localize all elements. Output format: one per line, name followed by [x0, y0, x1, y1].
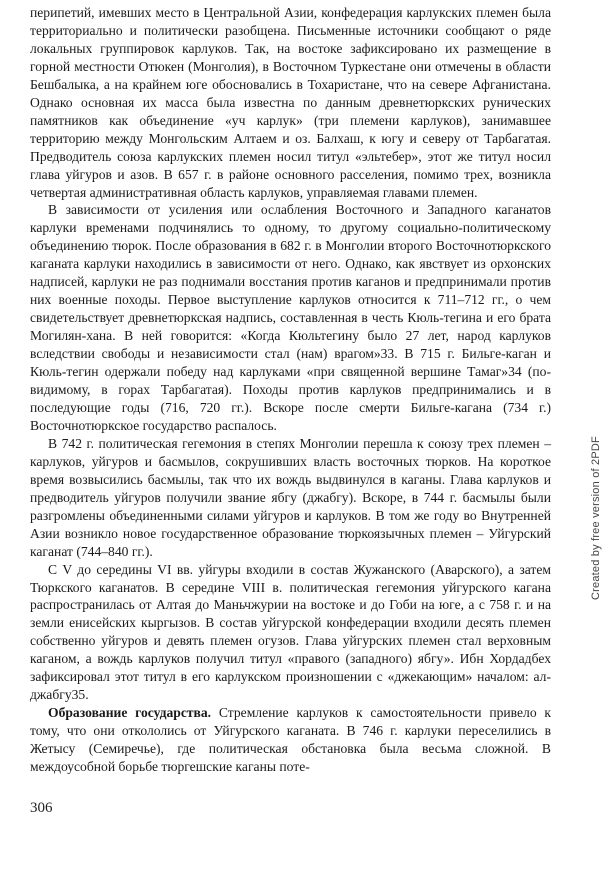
paragraph-1: перипетий, имевших место в Центральной Азии, конфедерация карлукских племен была территориально и политически разобщена. Письменные источники сообщают о ряде локальных группировок карлуков. Так, на востоке зафиксировано их размещение в горной местности Отюкен (Монголия), в Восточном Туркестане они отмечены в области Бешбалыка, а на крайнем юге обосновались в Тохаристане, что на севере Афганистана. Однако основная их масса была известна по данным древнетюркских рунических памятников как объединение «уч карлук» (три племени карлуков), занимавшее территорию между Монгольским Алтаем и оз. Балхаш, к югу и северу от Тарбагатая. Предводитель союза карлукских племен носил титул «эльтебер», этот же титул носил глава уйгуров и азов. В 657 г. в районе основного расселения, помимо трех, возникла четвертая административная область карлуков, управляемая главами племен.: [30, 5, 551, 200]
watermark-note: Created by free version of 2PDF: [590, 436, 602, 600]
page-number: 306: [30, 800, 53, 816]
section-heading: Образование государства.: [48, 705, 212, 721]
paragraph-5-text: Стремление карлуков к самостоятельности привело к тому, что они откололись от Уйгурского каганата. В 746 г. карлуки переселились в Жетысу (Семиречье), где политическая обстановка была весьма сложной. В междоусобной борьбе тюргешские каганы поте-: [30, 705, 551, 775]
paragraph-4: С V до середины VI вв. уйгуры входили в состав Жужанского (Аварского), а затем Тюркского каганатов. В середине VIII в. политическая гегемония уйгурского кагана распространилась от Алтая до Маньчжурии на востоке и до Гоби на юге, а с 758 г. и на земли енисейских кыргызов. В состав уйгурской конфедерации входили десять племен собственно уйгуров и девять племен огузов. Глава уйгурских племен стал верховным каганом, а вождь карлуков получил титул «правого (западного) ябгу». Ибн Хордадбех зафиксировал этот титул в его карлукском произношении с «джекающим» началом: ал-джабгу35.: [30, 561, 551, 703]
paragraph-5: [30, 704, 551, 776]
page-text-block: [30, 4, 551, 776]
paragraph-2: В зависимости от усиления или ослабления Восточного и Западного каганатов карлуки временами подчинялись то одному, то другому социально-политическому объединению тюрок. После образования в 682 г. в Монголии второго Восточнотюркского каганата карлуки находились в зависимости от него. Однако, как явствует из орхонских надписей, карлуки не раз поднимали восстания против каганов и предпринимали против них военные походы. Первое выступление карлуков относится к 711–712 гг., о чем свидетельствует древнетюркская надпись, составленная в честь Кюль-тегина и его брата Могилян-хана. В ней говорится: «Когда Кюльтегину было 27 лет, народ карлуков вследствии свободы и независимости стал (нам) врагом»33. В 715 г. Бильге-каган и Кюль-тегин одержали победу над карлуками «при священной вершине Тамаг»34 (по-видимому, в горах Тарбагатая). Походы против карлуков предпринимались и в последующие годы (716, 720 гг.). Вскоре после смерти Бильге-кагана (734 г.) Восточнотюркское государство распалось.: [30, 202, 551, 433]
paragraph-3: В 742 г. политическая гегемония в степях Монголии перешла к союзу трех племен – карлуков, уйгуров и басмылов, сокрушивших власть восточных тюрков. На короткое время возвысились басмылы, так что их вождь выдвинулся в каганы. Глава карлуков и предводитель уйгуров получили звание ябгу (джабгу). Вскоре, в 744 г. басмылы были разгромлены объединенными силами уйгуров и карлуков. В том же году во Внутренней Азии возникло новое государственное образование тюркоязычных племен – Уйгурский каганат (744–840 гг.).: [30, 435, 551, 559]
